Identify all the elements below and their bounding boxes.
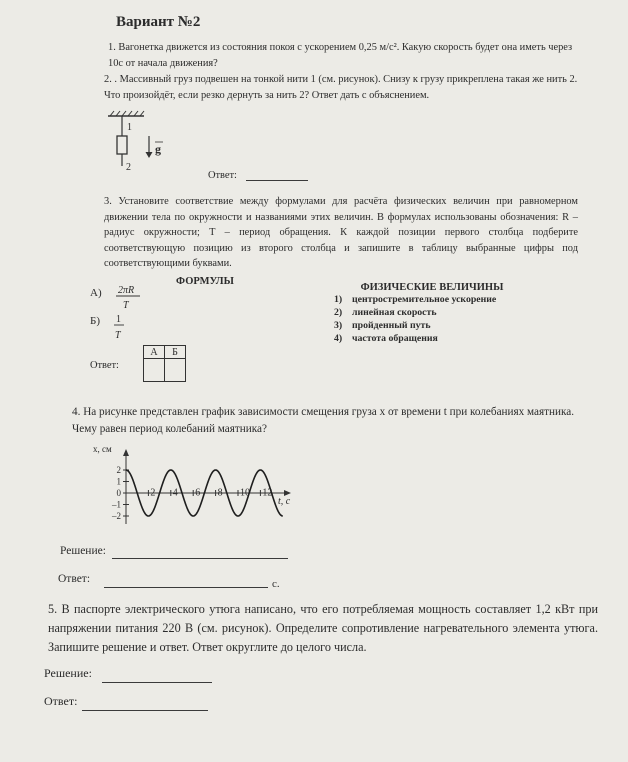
question-5-answer-label: Ответ:	[44, 694, 78, 708]
formula-a-denominator: T	[123, 300, 129, 311]
question-4-text: 4. На рисунке представлен график зависимости смещения груза x от времени t при колебаниях маятника. Чему равен период колебаний маятника?	[72, 406, 575, 435]
question-5-text: 5. В паспорте электрического утюга написано, что его потребляемая мощность составляет 1,2 кВт при напряжении питания 220 В (см. рисунок). Определите сопротивление нагревательного элемента утюга. Запишите решение и ответ. Ответ округлите до целого числа.	[48, 602, 598, 654]
question-4-answer-label: Ответ:	[58, 573, 91, 585]
question-5-solution-line[interactable]	[102, 682, 212, 683]
question-3-text: 3. Установите соответствие между формулами для расчёта физических величин при равномерном движении тела по окружности и названиями этих величин. В формулах использованы обозначения: R – радиус окружности; T – период обращения. К каждой позиции первого столбца подберите соответствующую позицию из второго столбца и запишите в таблицу выбранные цифры под соответствующими буквами.	[104, 196, 578, 269]
quantity-item: 2) линейная скорость	[334, 307, 437, 318]
gravity-label: g	[155, 142, 161, 156]
x-tick-label: 4	[172, 487, 178, 499]
x-tick-label: 8	[217, 487, 223, 499]
formula-b-denominator: T	[115, 330, 121, 341]
question-1-text: 1. Вагонетка движется из состояния покоя с ускорением 0,25 м/с². Какую скорость будет она иметь через 10с от начала движения?	[108, 42, 573, 69]
x-tick-label: 12	[262, 487, 273, 499]
quantity-item: 1) центростремительное ускорение	[334, 294, 497, 305]
y-axis-label: x, см	[93, 444, 112, 454]
question-3-answer-label: Ответ:	[90, 360, 119, 371]
answer-cell-b[interactable]	[165, 359, 186, 382]
question-4-solution-label: Решение:	[60, 545, 106, 557]
y-axis	[123, 449, 129, 524]
quantity-item: 3) пройденный путь	[334, 320, 431, 331]
weight-block	[117, 136, 127, 154]
question-5-answer-line[interactable]	[82, 710, 208, 711]
answer-table-header-a: А	[144, 346, 165, 359]
question-4-answer-unit: с.	[272, 578, 280, 590]
formulas-header: ФОРМУЛЫ	[176, 276, 234, 287]
displacement-time-chart	[92, 442, 312, 530]
formula-a-letter: А)	[90, 287, 102, 299]
page-title: Вариант №2	[116, 14, 201, 30]
question-2-answer-line[interactable]	[246, 180, 308, 181]
formula-b-numerator: 1	[116, 314, 121, 325]
question-4-answer-line[interactable]	[104, 587, 268, 588]
thread-2-label: 2	[126, 162, 131, 173]
y-tick-label: 1	[116, 476, 121, 487]
question-2-text: 2. . Массивный груз подвешен на тонкой нити 1 (см. рисунок). Снизу к грузу прикреплена такая же нить 2. Что произойдёт, если резко дернуть за нить 2? Ответ дать с объяснением.	[104, 74, 578, 101]
x-axis-label: t, с	[278, 496, 291, 507]
question-5-solution-label: Решение:	[44, 666, 92, 680]
answer-table	[143, 345, 186, 382]
answer-table-header-b: Б	[165, 346, 186, 359]
formula-list	[88, 282, 158, 346]
x-tick-label: 10	[240, 487, 250, 499]
quantities-list	[334, 294, 554, 346]
thread-1-label: 1	[127, 122, 132, 133]
answer-cell-a[interactable]	[144, 359, 165, 382]
y-tick-label: –2	[112, 511, 121, 521]
y-tick-label: 2	[116, 465, 121, 475]
x-tick-label: 2	[150, 487, 156, 499]
y-tick-label: 0	[116, 488, 121, 498]
formula-a-numerator: 2πR	[118, 285, 135, 296]
question-2-answer-label: Ответ:	[208, 170, 237, 181]
quantity-item: 4) частота обращения	[334, 333, 438, 344]
formula-b-letter: Б)	[90, 315, 100, 327]
y-tick-label: –1	[112, 499, 121, 510]
x-tick-label: 6	[195, 487, 201, 499]
quantities-header: ФИЗИЧЕСКИЕ ВЕЛИЧИНЫ	[360, 282, 504, 293]
hanging-weight-figure	[100, 108, 180, 178]
question-4-solution-line[interactable]	[112, 558, 288, 559]
